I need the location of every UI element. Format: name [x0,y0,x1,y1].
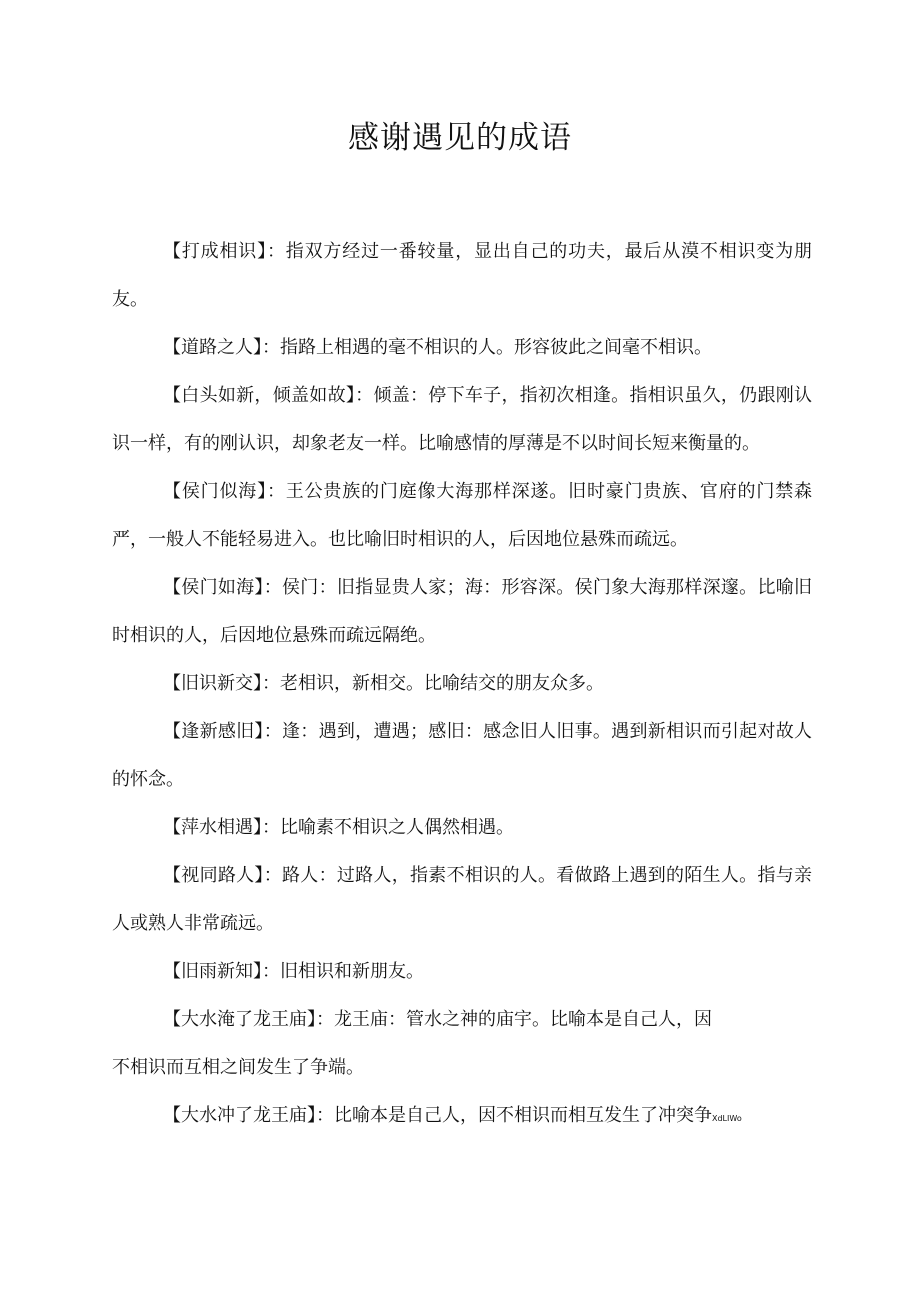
entry-separator: ： [263,577,283,598]
entry-separator: ： [262,673,280,694]
entry-dao-lu-zhi-ren [112,324,812,372]
entry-term: 【大水淹了龙王庙】 [163,1009,316,1030]
entry-term: 【逢新感旧】 [163,721,264,742]
entry-da-shui-yan-le-long-wang-miao [112,996,812,1092]
entry-separator: ： [355,385,374,406]
entry-term: 【旧识新交】 [163,673,262,694]
entry-tail-text: XdLIWo [712,1114,742,1123]
entry-separator: ： [262,817,280,838]
entry-definition: 比喻素不相识之人偶然相遇。 [280,817,514,838]
entry-definition: 比喻本是自己人，因不相识而相互发生了冲突争 [334,1105,712,1126]
entry-term: 【白头如新，倾盖如故】 [163,385,356,406]
entry-jiu-shi-xin-jiao [112,660,812,708]
entry-definition: 指路上相遇的毫不相识的人。形容彼此之间毫不相识。 [280,337,712,358]
entry-separator: ： [263,721,283,742]
entry-definition: 指双方经过一番较量，显出自己的功夫，最后从漠不相识变为朋友。 [112,241,813,310]
entry-term: 【大水冲了龙王庙】 [163,1105,316,1126]
entry-da-cheng-xiang-shi [112,228,812,324]
entry-definition: 旧相识和新朋友。 [280,961,424,982]
entry-separator: ： [316,1105,334,1126]
entry-term: 【打成相识】 [163,241,267,262]
entry-bai-tou-ru-xin [112,372,812,468]
entry-definition: 龙王庙：管水之神的庙宇。比喻本是自己人，因 [334,1009,712,1030]
entry-separator: ： [316,1009,334,1030]
entry-definition: 逢：遇到，遭遇；感旧：感念旧人旧事。遇到新相识而引起对故人的怀念。 [112,721,813,790]
entry-definition: 王公贵族的门庭像大海那样深遂。旧时豪门贵族、官府的门禁森严，一般人不能轻易进入。也比喻旧时相识的人，后因地位悬殊而疏远。 [112,481,813,550]
entry-definition: 路人：过路人，指素不相识的人。看做路上遇到的陌生人。指与亲人或熟人非常疏远。 [112,865,813,934]
entry-term: 【侯门似海】 [163,481,267,502]
entry-separator: ： [262,961,280,982]
entry-definition: 倾盖：停下车子，指初次相逢。指相识虽久，仍跟刚认识一样，有的刚认识，却象老友一样。比喻感情的厚薄是不以时间长短来衡量的。 [112,385,813,454]
document-title: 感谢遇见的成语 [348,120,572,156]
entry-separator: ： [263,865,283,886]
entry-definition: 老相识，新相交。比喻结交的朋友众多。 [280,673,604,694]
entry-jiu-yu-xin-zhi [112,948,812,996]
entry-separator: ： [266,481,286,502]
entry-term: 【萍水相遇】 [163,817,262,838]
entry-separator: ： [266,241,286,262]
entry-shi-tong-lu-ren [112,852,812,948]
entry-feng-xin-gan-jiu [112,708,812,804]
entry-term: 【道路之人】 [163,337,262,358]
document-body [112,228,812,1143]
entry-term: 【侯门如海】 [163,577,264,598]
entry-definition: 侯门：旧指显贵人家；海：形容深。侯门象大海那样深邃。比喻旧时相识的人，后因地位悬殊而疏远隔绝。 [112,577,813,646]
entry-definition-continuation: 不相识而互相之间发生了争端。 [112,1057,364,1078]
entry-ping-shui-xiang-yu [112,804,812,852]
entry-separator: ： [262,337,280,358]
entry-da-shui-chong-le-long-wang-miao [112,1092,812,1143]
entry-hou-men-si-hai [112,468,812,564]
entry-hou-men-ru-hai [112,564,812,660]
entry-term: 【视同路人】 [163,865,264,886]
entry-term: 【旧雨新知】 [163,961,262,982]
